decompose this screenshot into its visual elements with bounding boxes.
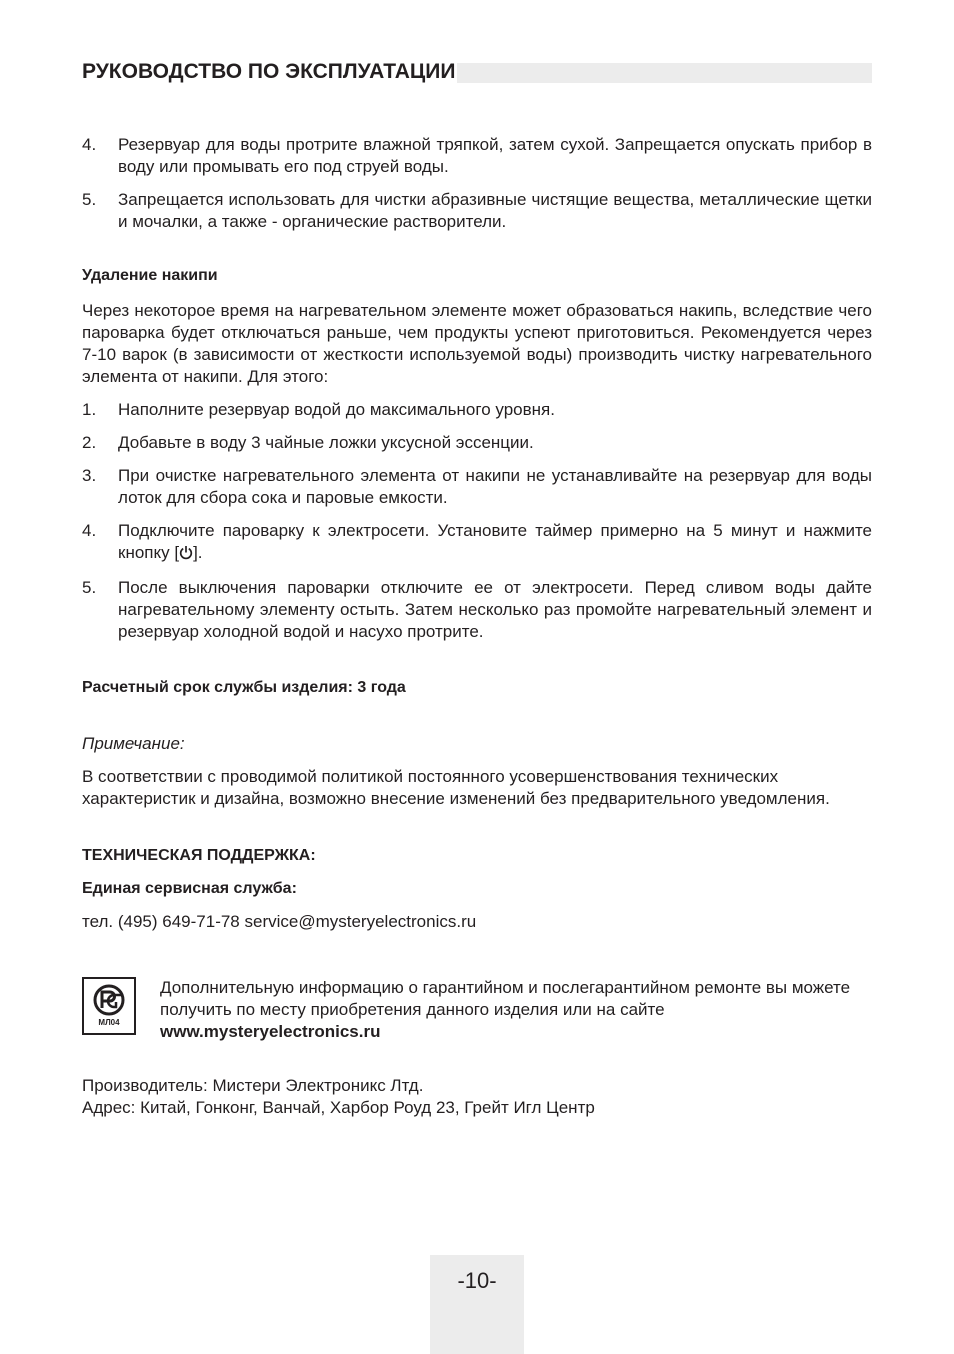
list-item <box>82 134 872 178</box>
power-icon <box>179 544 193 566</box>
support-heading: ТЕХНИЧЕСКАЯ ПОДДЕРЖКА: <box>82 847 316 864</box>
list-text: После выключения пароварки отключите ее от электросети. Перед сливом воды дайте нагревательному элементу остыть. Затем несколько раз промойте нагревательный элемент и резервуар холодной водой и насухо протрите. <box>118 578 872 641</box>
list-text: Наполните резервуар водой до максимального уровня. <box>118 400 555 419</box>
care-list <box>82 134 872 233</box>
list-item <box>82 432 872 454</box>
list-number: 4. <box>82 135 97 154</box>
page-title: РУКОВОДСТВО ПО ЭКСПЛУАТАЦИИ <box>82 60 456 83</box>
list-item <box>82 577 872 643</box>
address-line: Адрес: Китай, Гонконг, Ванчай, Харбор Роуд 23, Грейт Игл Центр <box>82 1098 595 1117</box>
list-text: Добавьте в воду 3 чайные ложки уксусной эссенции. <box>118 433 534 452</box>
note-text: В соответствии с проводимой политикой постоянного усовершенствования технических характеристик и дизайна, возможно внесение изменений без предварительного уведомления. <box>82 767 830 808</box>
certification-block <box>82 977 872 1043</box>
list-item <box>82 520 872 566</box>
descaling-heading: Удаление накипи <box>82 267 218 284</box>
rostest-certification-logo <box>82 977 136 1035</box>
list-text-end: ]. <box>193 543 203 562</box>
list-text: Резервуар для воды протрите влажной тряпкой, затем сухой. Запрещается опускать прибор в воду или промывать его под струей воды. <box>118 135 872 176</box>
descaling-intro: Через некоторое время на нагревательном элементе может образоваться накипь, вследствие чего пароварка будет отключаться раньше, чем продукты успеют приготовиться. Рекомендуется через 7-10 варок (в зависимости от жесткости используемой воды) производить чистку нагревательного элемента от накипи. Для этого: <box>82 301 872 386</box>
page-number-box <box>430 1255 524 1354</box>
list-text: При очистке нагревательного элемента от накипи не устанавливайте на резервуар для воды лоток для сбора сока и паровые емкости. <box>118 466 872 507</box>
list-text: Запрещается использовать для чистки абразивные чистящие вещества, металлические щетки и мочалки, а также - органические растворители. <box>118 190 872 231</box>
main-content <box>82 134 872 1119</box>
certification-code: МЛ04 <box>98 1018 120 1027</box>
website-link[interactable]: www.mysteryelectronics.ru <box>160 1022 381 1041</box>
manufacturer-line: Производитель: Мистери Электроникс Лтд. <box>82 1076 424 1095</box>
certification-text-block <box>160 977 872 1043</box>
list-number: 2. <box>82 433 97 452</box>
service-life: Расчетный срок службы изделия: 3 года <box>82 679 406 696</box>
descaling-steps <box>82 399 872 643</box>
list-number: 4. <box>82 521 97 540</box>
list-number: 5. <box>82 578 97 597</box>
page-number: -10- <box>457 1268 497 1293</box>
support-subheading: Единая сервисная служба: <box>82 880 297 897</box>
certification-text: Дополнительную информацию о гарантийном и послегарантийном ремонте вы можете получить по месту приобретения данного изделия или на сайте <box>160 978 851 1019</box>
list-number: 3. <box>82 466 97 485</box>
list-item <box>82 399 872 421</box>
page-header <box>82 62 872 84</box>
list-number: 1. <box>82 400 97 419</box>
list-number: 5. <box>82 190 97 209</box>
list-item <box>82 189 872 233</box>
support-contact: тел. (495) 649-71-78 service@mysteryelectronics.ru <box>82 912 477 931</box>
list-item <box>82 465 872 509</box>
note-label: Примечание: <box>82 734 185 753</box>
list-text: Подключите пароварку к электросети. Установите таймер примерно на 5 минут и нажмите кнопку [ <box>118 521 872 562</box>
